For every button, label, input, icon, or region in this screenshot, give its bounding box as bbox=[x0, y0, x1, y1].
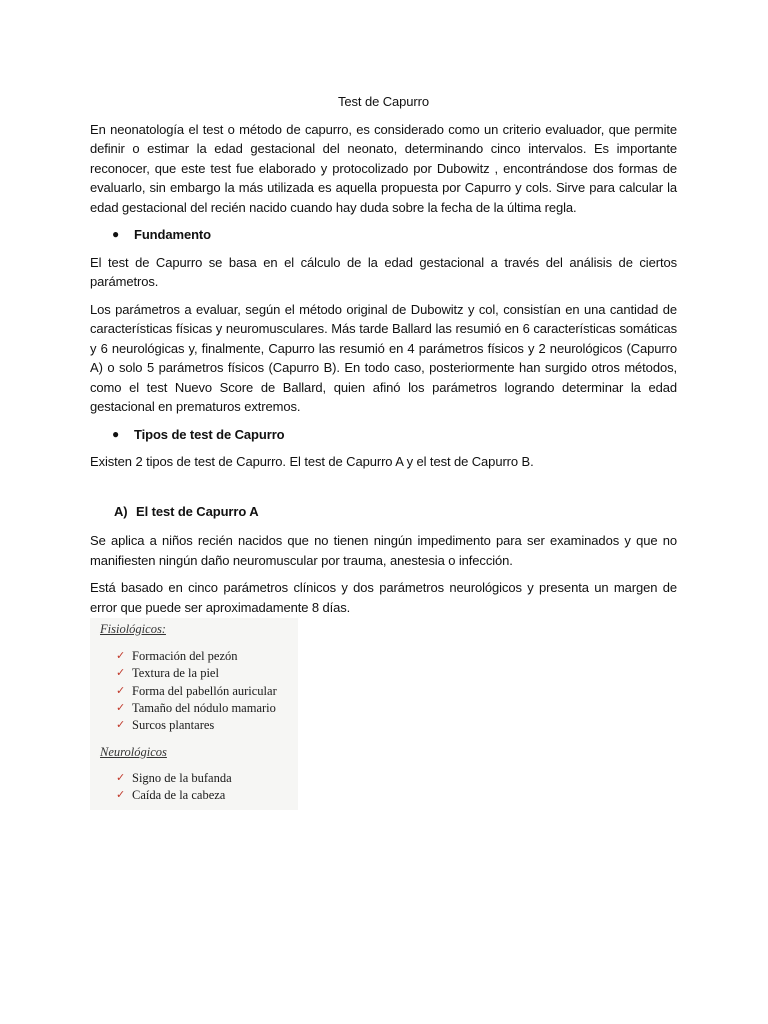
page-title: Test de Capurro bbox=[338, 94, 429, 109]
parametros-paragraph: Los parámetros a evaluar, según el método original de Dubowitz y col, consistían en una cantidad de características físicas y neuromusculares. Más tarde Ballard las resumió en 6 características somáticas y 6 neurológicas y, finalmente, Capurro las resumió en 4 parámetros físicos y 2 neurológicos (Capurro A) o solo 5 parámetros físicos (Capurro B). En todo caso, posteriormente han surgido otros métodos, como el test Nuevo Score de Ballard, quien afinó los parámetros logrando determinar la edad gestacional en prematuros extremos. bbox=[90, 301, 677, 414]
list-item bbox=[116, 717, 277, 734]
list-item-label: Surcos plantares bbox=[132, 718, 215, 733]
fundamento-paragraph: El test de Capurro se basa en el cálculo de la edad gestacional a través del análisis de ciertos parámetros. bbox=[90, 254, 677, 289]
capurro-a-paragraph: Se aplica a niños recién nacidos que no tienen ningún impedimento para ser examinados y que no manifiesten ningún daño neuromuscular por trauma, anestesia o infección. bbox=[90, 533, 677, 568]
fisiologicos-list bbox=[116, 648, 277, 734]
checkmark-icon: ✓ bbox=[116, 684, 126, 697]
list-item bbox=[116, 700, 277, 717]
bullet-label: Fundamento bbox=[134, 227, 211, 242]
figure-heading-fisiologicos: Fisiológicos: bbox=[100, 622, 166, 636]
list-item bbox=[116, 787, 232, 804]
parametros-a-paragraph: Está basado en cinco parámetros clínicos y dos parámetros neurológicos y presenta un margen de error que puede ser aproximadamente 8 días. bbox=[90, 580, 677, 615]
list-item-label: Textura de la piel bbox=[132, 666, 219, 681]
list-item bbox=[116, 665, 277, 682]
list-item bbox=[116, 770, 232, 787]
neurologicos-list bbox=[116, 770, 232, 805]
bullet-dot-icon: ● bbox=[112, 227, 120, 241]
bullet-label: Tipos de test de Capurro bbox=[134, 426, 285, 442]
intro-paragraph: En neonatología el test o método de capurro, es considerado como un criterio evaluador, que permite definir o estimar la edad gestacional del neonato, determinando cinco intervalos. Es importante reconocer, que este test fue elaborado y protocolizado por Dubowitz , encontrándose dos formas de evaluarlo, sin embargo la más utilizada es aquella propuesta por Capurro y cols. Sirve para calcular la edad gestacional del recién nacido cuando hay duda sobre la fecha de la última regla. bbox=[90, 121, 677, 215]
bullet-tipos bbox=[90, 425, 677, 445]
list-item-label: Formación del pezón bbox=[132, 649, 238, 664]
tipos-paragraph: Existen 2 tipos de test de Capurro. El test de Capurro A y el test de Capurro B. bbox=[90, 454, 534, 469]
figure-heading-neurologicos: Neurológicos bbox=[100, 745, 167, 759]
list-item-label: Caída de la cabeza bbox=[132, 788, 226, 803]
checkmark-icon: ✓ bbox=[116, 772, 126, 785]
checkmark-icon: ✓ bbox=[116, 719, 126, 732]
bullet-fundamento bbox=[90, 225, 677, 245]
checkmark-icon: ✓ bbox=[116, 667, 126, 680]
checkmark-icon: ✓ bbox=[116, 650, 126, 663]
checkmark-icon: ✓ bbox=[116, 702, 126, 715]
list-item-label: Tamaño del nódulo mamario bbox=[132, 701, 276, 716]
parameters-figure bbox=[90, 618, 298, 810]
bullet-dot-icon: ● bbox=[112, 426, 120, 441]
list-item bbox=[116, 683, 277, 700]
list-item-label: Forma del pabellón auricular bbox=[132, 683, 277, 698]
document-body bbox=[90, 92, 677, 625]
list-item bbox=[116, 648, 277, 665]
list-item-label: Signo de la bufanda bbox=[132, 771, 232, 786]
checkmark-icon: ✓ bbox=[116, 789, 126, 802]
subsection-letter: A) bbox=[114, 503, 128, 519]
subsection-heading bbox=[114, 502, 677, 522]
subsection-title: El test de Capurro A bbox=[136, 503, 259, 519]
